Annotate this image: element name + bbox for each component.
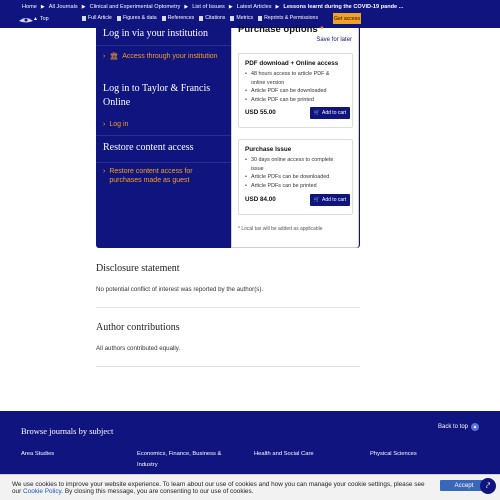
tab-full-article[interactable]: Full Article — [82, 15, 112, 21]
option-name: PDF download + Online access — [245, 60, 339, 67]
journal-logo-icon[interactable] — [18, 15, 34, 24]
tab-references[interactable]: References — [162, 15, 195, 21]
cart-icon: 🛒 — [313, 110, 321, 116]
contributions-text: All authors contributed equally. — [96, 345, 181, 352]
arrow-up-icon: ▲ — [33, 16, 38, 22]
option-price: USD 55.00 — [245, 109, 276, 116]
figure-icon — [117, 16, 121, 21]
chevron-right-icon: ▶ — [40, 3, 45, 10]
breadcrumb — [22, 1, 403, 12]
arrow-up-icon: ▲ — [472, 424, 478, 430]
citations-icon — [199, 16, 203, 21]
list-item: • Article PDF can be printed — [245, 96, 345, 105]
list-item: • Article PDFs can be downloaded — [245, 173, 345, 182]
chevron-right-icon: › — [103, 168, 106, 175]
tab-metrics[interactable]: Metrics — [230, 15, 253, 21]
restore-access-link[interactable]: › Restore content access for purchases made as guest — [103, 168, 193, 184]
option-features — [245, 70, 345, 104]
tab-figures[interactable]: Figures & data — [117, 15, 157, 21]
purchase-options — [231, 24, 359, 248]
metrics-icon — [230, 16, 234, 21]
divider — [96, 307, 360, 308]
add-to-cart-button[interactable]: 🛒 Add to cart — [310, 107, 350, 119]
browse-journals-heading: Browse journals by subject — [21, 426, 114, 436]
institution-icon: 🏛 — [109, 53, 119, 60]
chevron-right-icon: › — [103, 121, 106, 128]
save-for-later-link[interactable]: Save for later — [316, 37, 352, 43]
chevron-right-icon: ▶ — [184, 3, 189, 10]
divider — [96, 135, 231, 136]
breadcrumb-current: Lessons learnt during the COVID-19 pande ... — [283, 3, 404, 10]
option-name: Purchase Issue — [245, 146, 292, 153]
breadcrumb-latest[interactable]: Latest Articles — [236, 3, 272, 10]
option-price: USD 84.00 — [245, 196, 276, 203]
divider — [96, 366, 360, 367]
breadcrumb-all-journals[interactable]: All Journals — [48, 3, 78, 10]
disclosure-heading: Disclosure statement — [96, 263, 180, 274]
star-icon: * — [320, 25, 324, 34]
restore-heading: Restore content access — [103, 142, 194, 153]
tf-login-heading: Log in to Taylor & Francis Online — [103, 83, 211, 108]
option-features — [245, 156, 345, 190]
chevron-right-icon: ▶ — [228, 3, 233, 10]
article-toolbar — [82, 15, 318, 21]
tab-citations[interactable]: Citations — [199, 15, 225, 21]
subject-area-studies[interactable]: Area Studies — [21, 451, 55, 457]
tab-reprints[interactable]: Reprints & Permissions — [258, 15, 318, 21]
divider — [96, 45, 231, 46]
breadcrumb-issues[interactable]: List of Issues — [192, 3, 225, 10]
cookie-message: We use cookies to improve your website experience. To learn about our use of cookies and how you can manage your cookie settings, please see our Cookie Policy. By closing this message, you are consenting to our use of cookies. — [12, 481, 425, 495]
subject-economics[interactable]: Economics, Finance, Business & Industry — [137, 451, 222, 468]
share-icon[interactable]: ⤤ — [480, 478, 496, 494]
accept-cookies-button[interactable]: Accept — [440, 480, 488, 491]
reprints-icon — [258, 16, 262, 21]
list-item: • 30 days online access to complete issue — [245, 156, 345, 173]
breadcrumb-home[interactable]: Home — [22, 3, 37, 10]
cookie-banner — [0, 474, 500, 500]
tax-note: * Local tax will be added as applicable — [238, 226, 323, 232]
back-to-top-link[interactable]: ▲ Top — [33, 16, 49, 22]
list-item: • 48 hours access to article PDF & online version — [245, 70, 345, 87]
add-to-cart-button[interactable]: 🛒 Add to cart — [310, 194, 350, 206]
contributions-heading: Author contributions — [96, 322, 180, 333]
references-icon — [162, 16, 166, 21]
subject-health[interactable]: Health and Social Care — [254, 451, 314, 457]
list-item: • Article PDFs can be printed — [245, 182, 345, 191]
chevron-right-icon: ▶ — [275, 3, 280, 10]
divider — [96, 162, 231, 163]
cookie-policy-link[interactable]: Cookie Policy — [23, 488, 62, 495]
login-options — [96, 28, 231, 248]
purchase-option-issue — [238, 139, 353, 215]
cart-icon: 🛒 — [313, 197, 321, 203]
subject-physical-sciences[interactable]: Physical Sciences — [370, 451, 417, 457]
chevron-right-icon: › — [103, 53, 106, 60]
disclosure-text: No potential conflict of interest was reported by the author(s). — [96, 286, 264, 293]
purchase-options-title: Purchase options * — [238, 24, 324, 35]
institution-access-link[interactable]: › 🏛 Access through your institution — [103, 53, 218, 60]
get-access-button[interactable]: Get access — [333, 13, 361, 24]
tf-login-link[interactable]: › Log in — [103, 121, 129, 128]
list-item: • Article PDF can be downloaded — [245, 87, 345, 96]
breadcrumb-journal[interactable]: Clinical and Experimental Optometry — [89, 3, 181, 10]
institution-login-heading: Log in via your institution — [103, 28, 208, 39]
document-icon — [82, 16, 86, 21]
chevron-right-icon: ▶ — [81, 3, 86, 10]
purchase-option-pdf — [238, 53, 353, 128]
back-to-top-button[interactable]: Back to top ▲ — [438, 424, 478, 430]
